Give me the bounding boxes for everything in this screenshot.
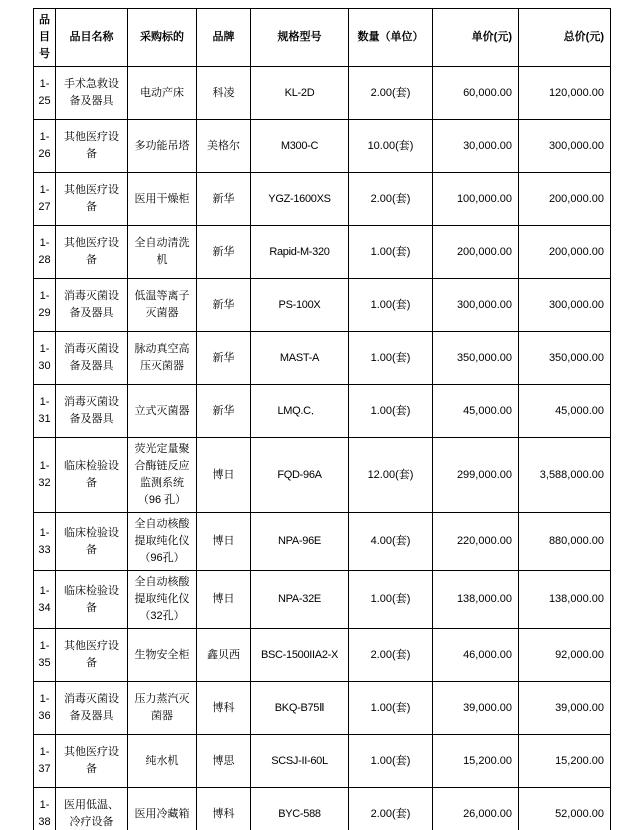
cell-procurement-target: 医用干燥柜 bbox=[128, 173, 197, 226]
cell-quantity: 1.00(套) bbox=[349, 385, 433, 438]
table-row bbox=[34, 67, 611, 120]
cell-item-name: 其他医疗设备 bbox=[56, 173, 128, 226]
cell-unit-price: 26,000.00 bbox=[433, 788, 519, 830]
cell-brand: 博科 bbox=[197, 788, 251, 830]
cell-spec-model: M300-C bbox=[251, 120, 349, 173]
cell-total-price: 200,000.00 bbox=[519, 226, 611, 279]
cell-spec-model: LMQ.C． bbox=[251, 385, 349, 438]
cell-quantity: 1.00(套) bbox=[349, 279, 433, 332]
cell-quantity: 2.00(套) bbox=[349, 629, 433, 682]
table-row bbox=[34, 682, 611, 735]
table-row bbox=[34, 629, 611, 682]
cell-brand: 新华 bbox=[197, 385, 251, 438]
col-header-procurement-target: 采购标的 bbox=[128, 9, 197, 67]
table-row bbox=[34, 438, 611, 513]
cell-item-name: 其他医疗设备 bbox=[56, 629, 128, 682]
cell-spec-model: KL-2D bbox=[251, 67, 349, 120]
cell-brand: 美格尔 bbox=[197, 120, 251, 173]
cell-brand: 新华 bbox=[197, 226, 251, 279]
table-row bbox=[34, 226, 611, 279]
cell-brand: 博思 bbox=[197, 735, 251, 788]
cell-total-price: 300,000.00 bbox=[519, 120, 611, 173]
cell-item-name: 临床检验设备 bbox=[56, 513, 128, 571]
cell-quantity: 1.00(套) bbox=[349, 226, 433, 279]
table-header bbox=[34, 9, 611, 67]
cell-unit-price: 138,000.00 bbox=[433, 571, 519, 629]
cell-unit-price: 220,000.00 bbox=[433, 513, 519, 571]
cell-procurement-target: 多功能吊塔 bbox=[128, 120, 197, 173]
cell-procurement-target: 纯水机 bbox=[128, 735, 197, 788]
cell-item-no: 1-31 bbox=[34, 385, 56, 438]
cell-item-no: 1-25 bbox=[34, 67, 56, 120]
cell-brand: 鑫贝西 bbox=[197, 629, 251, 682]
cell-item-no: 1-29 bbox=[34, 279, 56, 332]
cell-unit-price: 46,000.00 bbox=[433, 629, 519, 682]
cell-procurement-target: 脉动真空高压灭菌器 bbox=[128, 332, 197, 385]
cell-item-no: 1-38 bbox=[34, 788, 56, 830]
cell-item-no: 1-27 bbox=[34, 173, 56, 226]
cell-total-price: 880,000.00 bbox=[519, 513, 611, 571]
procurement-items-table bbox=[33, 8, 611, 830]
cell-brand: 博科 bbox=[197, 682, 251, 735]
table-row bbox=[34, 120, 611, 173]
cell-brand: 博日 bbox=[197, 571, 251, 629]
cell-unit-price: 300,000.00 bbox=[433, 279, 519, 332]
cell-quantity: 2.00(套) bbox=[349, 67, 433, 120]
cell-procurement-target: 荧光定量聚合酶链反应监测系统（96 孔） bbox=[128, 438, 197, 513]
cell-spec-model: BSC-1500IIA2-X bbox=[251, 629, 349, 682]
cell-quantity: 2.00(套) bbox=[349, 788, 433, 830]
cell-brand: 博日 bbox=[197, 438, 251, 513]
cell-item-name: 消毒灭菌设备及器具 bbox=[56, 385, 128, 438]
table-row bbox=[34, 385, 611, 438]
cell-item-no: 1-28 bbox=[34, 226, 56, 279]
cell-procurement-target: 电动产床 bbox=[128, 67, 197, 120]
cell-item-name: 其他医疗设备 bbox=[56, 226, 128, 279]
cell-spec-model: FQD-96A bbox=[251, 438, 349, 513]
cell-item-no: 1-35 bbox=[34, 629, 56, 682]
cell-item-name: 其他医疗设备 bbox=[56, 120, 128, 173]
cell-item-no: 1-36 bbox=[34, 682, 56, 735]
cell-item-no: 1-34 bbox=[34, 571, 56, 629]
cell-total-price: 15,200.00 bbox=[519, 735, 611, 788]
cell-total-price: 350,000.00 bbox=[519, 332, 611, 385]
cell-quantity: 4.00(套) bbox=[349, 513, 433, 571]
cell-quantity: 12.00(套) bbox=[349, 438, 433, 513]
cell-item-name: 临床检验设备 bbox=[56, 438, 128, 513]
table-row bbox=[34, 279, 611, 332]
table-row bbox=[34, 788, 611, 830]
cell-unit-price: 15,200.00 bbox=[433, 735, 519, 788]
cell-item-no: 1-26 bbox=[34, 120, 56, 173]
cell-quantity: 1.00(套) bbox=[349, 571, 433, 629]
cell-unit-price: 45,000.00 bbox=[433, 385, 519, 438]
col-header-unit-price: 单价(元) bbox=[433, 9, 519, 67]
table-row bbox=[34, 332, 611, 385]
cell-total-price: 300,000.00 bbox=[519, 279, 611, 332]
cell-brand: 新华 bbox=[197, 173, 251, 226]
cell-total-price: 3,588,000.00 bbox=[519, 438, 611, 513]
cell-unit-price: 200,000.00 bbox=[433, 226, 519, 279]
cell-total-price: 200,000.00 bbox=[519, 173, 611, 226]
cell-procurement-target: 全自动清洗机 bbox=[128, 226, 197, 279]
cell-spec-model: SCSJ-II-60L bbox=[251, 735, 349, 788]
cell-procurement-target: 全自动核酸提取纯化仪（32孔） bbox=[128, 571, 197, 629]
cell-procurement-target: 立式灭菌器 bbox=[128, 385, 197, 438]
cell-spec-model: PS-100X bbox=[251, 279, 349, 332]
table-row bbox=[34, 735, 611, 788]
cell-total-price: 45,000.00 bbox=[519, 385, 611, 438]
cell-item-name: 手术急救设备及器具 bbox=[56, 67, 128, 120]
cell-procurement-target: 压力蒸汽灭菌器 bbox=[128, 682, 197, 735]
cell-unit-price: 299,000.00 bbox=[433, 438, 519, 513]
cell-procurement-target: 低温等离子灭菌器 bbox=[128, 279, 197, 332]
cell-total-price: 92,000.00 bbox=[519, 629, 611, 682]
cell-total-price: 138,000.00 bbox=[519, 571, 611, 629]
cell-brand: 新华 bbox=[197, 279, 251, 332]
cell-procurement-target: 生物安全柜 bbox=[128, 629, 197, 682]
table-body bbox=[34, 67, 611, 830]
cell-item-no: 1-32 bbox=[34, 438, 56, 513]
cell-procurement-target: 医用冷藏箱 bbox=[128, 788, 197, 830]
cell-unit-price: 30,000.00 bbox=[433, 120, 519, 173]
cell-brand: 博日 bbox=[197, 513, 251, 571]
col-header-item-no: 品目号 bbox=[34, 9, 56, 67]
table-row bbox=[34, 571, 611, 629]
cell-spec-model: Rapid-M-320 bbox=[251, 226, 349, 279]
cell-brand: 新华 bbox=[197, 332, 251, 385]
cell-unit-price: 350,000.00 bbox=[433, 332, 519, 385]
cell-unit-price: 60,000.00 bbox=[433, 67, 519, 120]
cell-total-price: 52,000.00 bbox=[519, 788, 611, 830]
cell-item-name: 医用低温、冷疗设备 bbox=[56, 788, 128, 830]
cell-spec-model: NPA-96E bbox=[251, 513, 349, 571]
cell-spec-model: BKQ-B75Ⅱ bbox=[251, 682, 349, 735]
cell-total-price: 39,000.00 bbox=[519, 682, 611, 735]
cell-item-name: 消毒灭菌设备及器具 bbox=[56, 682, 128, 735]
cell-spec-model: YGZ-1600XS bbox=[251, 173, 349, 226]
cell-item-name: 其他医疗设备 bbox=[56, 735, 128, 788]
cell-quantity: 1.00(套) bbox=[349, 332, 433, 385]
cell-item-name: 消毒灭菌设备及器具 bbox=[56, 332, 128, 385]
cell-item-no: 1-37 bbox=[34, 735, 56, 788]
cell-unit-price: 100,000.00 bbox=[433, 173, 519, 226]
table-row bbox=[34, 513, 611, 571]
cell-spec-model: NPA-32E bbox=[251, 571, 349, 629]
col-header-brand: 品牌 bbox=[197, 9, 251, 67]
cell-brand: 科凌 bbox=[197, 67, 251, 120]
cell-quantity: 1.00(套) bbox=[349, 735, 433, 788]
header-row bbox=[34, 9, 611, 67]
cell-item-no: 1-30 bbox=[34, 332, 56, 385]
col-header-item-name: 品目名称 bbox=[56, 9, 128, 67]
cell-item-no: 1-33 bbox=[34, 513, 56, 571]
col-header-quantity-unit: 数量（单位） bbox=[349, 9, 433, 67]
cell-item-name: 临床检验设备 bbox=[56, 571, 128, 629]
cell-spec-model: BYC-588 bbox=[251, 788, 349, 830]
col-header-spec-model: 规格型号 bbox=[251, 9, 349, 67]
table-row bbox=[34, 173, 611, 226]
cell-quantity: 1.00(套) bbox=[349, 682, 433, 735]
col-header-total-price: 总价(元) bbox=[519, 9, 611, 67]
cell-spec-model: MAST-A bbox=[251, 332, 349, 385]
cell-procurement-target: 全自动核酸提取纯化仪（96孔） bbox=[128, 513, 197, 571]
cell-quantity: 10.00(套) bbox=[349, 120, 433, 173]
cell-quantity: 2.00(套) bbox=[349, 173, 433, 226]
cell-unit-price: 39,000.00 bbox=[433, 682, 519, 735]
cell-total-price: 120,000.00 bbox=[519, 67, 611, 120]
cell-item-name: 消毒灭菌设备及器具 bbox=[56, 279, 128, 332]
